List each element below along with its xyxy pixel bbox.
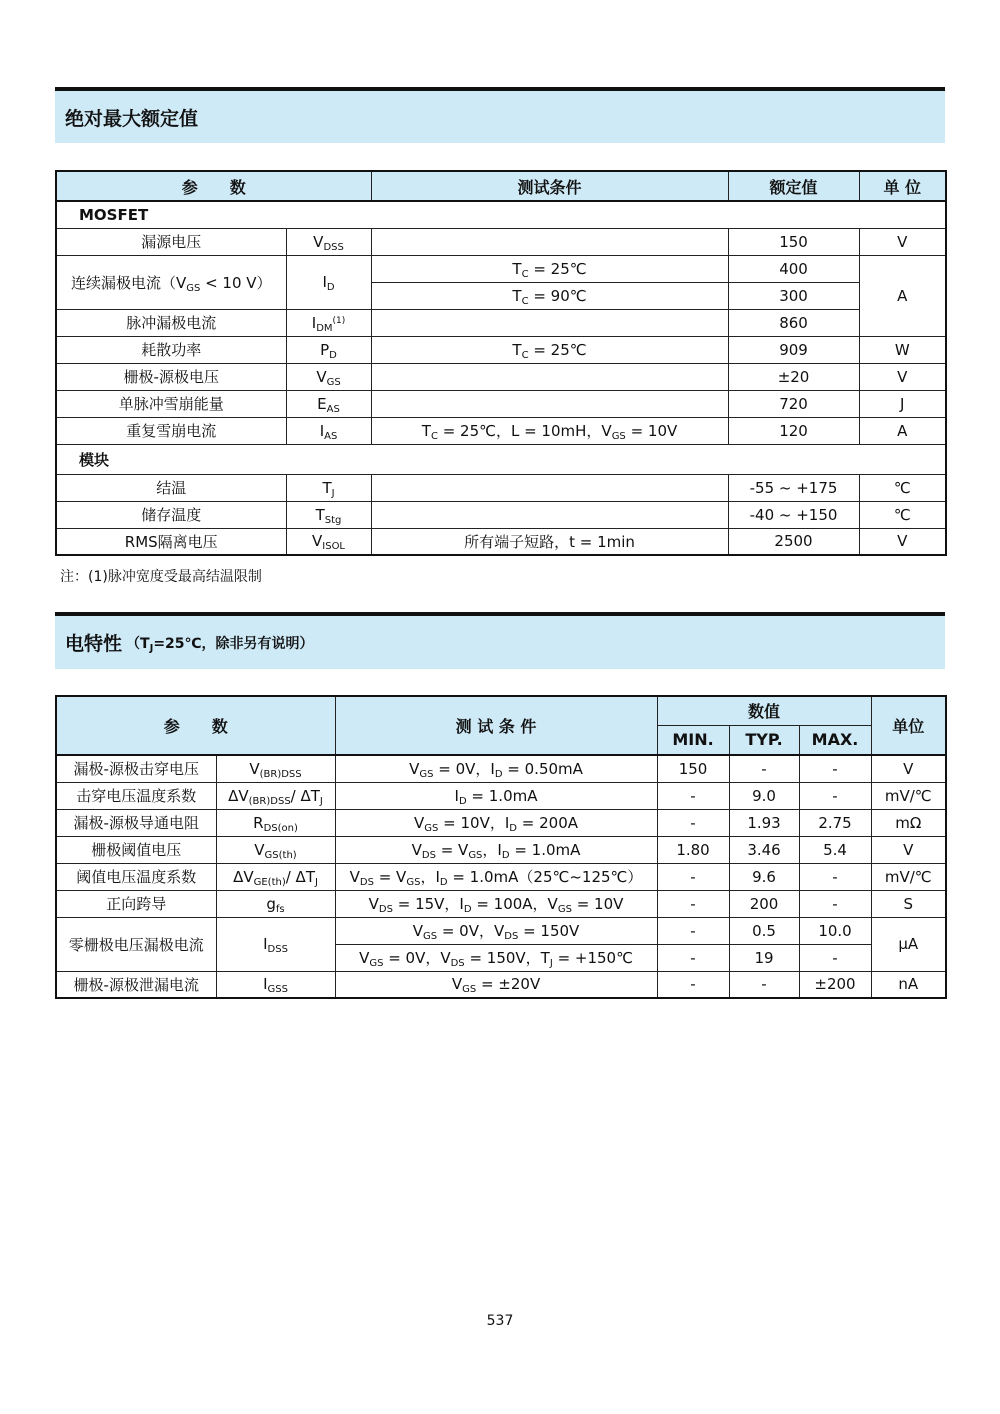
param-name: 单脉冲雪崩能量 [56,390,286,417]
min-value: - [657,863,729,890]
param-symbol: $V_{DSS}$ [286,228,371,255]
unit: V [871,755,946,782]
table-row [56,917,946,944]
param-symbol: $T_{Stg}$ [286,501,371,528]
rated-value: 2500 [728,528,859,555]
typ-value: 1.93 [729,809,799,836]
table-row [56,782,946,809]
param-symbol: $V_{(BR)DSS}$ [216,755,335,782]
max-value: - [799,755,871,782]
param-name: 储存温度 [56,501,286,528]
table-row [56,228,946,255]
table-row [56,836,946,863]
min-value: - [657,944,729,971]
header-rated: 额定值 [728,171,859,201]
table-row [56,474,946,501]
param-symbol: $T_J$ [286,474,371,501]
test-condition: $T_C$ = 90℃ [371,282,728,309]
param-name: 栅极-源极泄漏电流 [56,971,216,998]
table-row [56,971,946,998]
test-condition: $T_C$ = 25℃ [371,255,728,282]
rated-value: -40 ~ +150 [728,501,859,528]
rated-value: 150 [728,228,859,255]
test-condition [371,309,728,336]
param-name: 击穿电压温度系数 [56,782,216,809]
param-symbol: $V_{GS}$ [286,363,371,390]
header-condition: 测 试 条 件 [335,696,657,755]
section-banner-absolute-max [55,87,945,143]
header-param: 参 数 [56,171,371,201]
param-name: 漏源电压 [56,228,286,255]
table-row [56,809,946,836]
test-condition [371,363,728,390]
table-row [56,501,946,528]
param-name: 栅极-源极电压 [56,363,286,390]
min-value: - [657,890,729,917]
section-banner-electrical [55,612,945,669]
param-symbol: $\Delta V_{(BR)DSS}/$ $\Delta T_J$ [216,782,335,809]
typ-value: 9.6 [729,863,799,890]
min-value: 150 [657,755,729,782]
header-typ: TYP. [729,725,799,755]
param-symbol: $I_D$ [286,255,371,309]
rated-value: -55 ~ +175 [728,474,859,501]
unit: μA [871,917,946,971]
test-condition: $V_{DS} = 15V$，$I_D = 100A$，$V_{GS} = 10V$ [335,890,657,917]
test-condition: $V_{DS} = V_{GS}$，$I_D = 1.0mA$ [335,836,657,863]
param-name: 漏极-源极导通电阻 [56,809,216,836]
param-symbol: $R_{DS(on)}$ [216,809,335,836]
header-min: MIN. [657,725,729,755]
group-mosfet: MOSFET [56,201,946,228]
param-symbol: $P_D$ [286,336,371,363]
typ-value: 3.46 [729,836,799,863]
param-symbol: $\Delta V_{GE(th)}/$ $\Delta T_J$ [216,863,335,890]
test-condition [371,390,728,417]
param-symbol: $I_{GSS}$ [216,971,335,998]
max-value: - [799,890,871,917]
param-name: 脉冲漏极电流 [56,309,286,336]
param-symbol: $V_{GS(th)}$ [216,836,335,863]
table-row [56,255,946,282]
table-row [56,309,946,336]
unit: mV/℃ [871,782,946,809]
rated-value: 860 [728,309,859,336]
unit: mΩ [871,809,946,836]
group-module: 模块 [56,444,946,474]
table-row [56,390,946,417]
unit: V [859,528,946,555]
electrical-characteristics-table [55,695,947,999]
param-name: 连续漏极电流（$V_{GS} < 10$ V） [56,255,286,309]
table-row [56,755,946,782]
min-value: - [657,971,729,998]
param-name: 阈值电压温度系数 [56,863,216,890]
header-unit: 单 位 [859,171,946,201]
test-condition: $V_{GS} = 0V$，$I_D = 0.50mA$ [335,755,657,782]
test-condition: $V_{GS} = 0V$，$V_{DS} = 150V$ [335,917,657,944]
typ-value: - [729,755,799,782]
rated-value: ±20 [728,363,859,390]
param-name: RMS隔离电压 [56,528,286,555]
test-condition: 所有端子短路，t = 1min [371,528,728,555]
test-condition: $T_C$ = 25℃，L = 10mH，$V_{GS} = 10V$ [371,417,728,444]
unit: ℃ [859,501,946,528]
rated-value: 120 [728,417,859,444]
table-row [56,336,946,363]
test-condition [371,501,728,528]
section-title: 绝对最大额定值 [65,107,199,130]
param-name: 正向跨导 [56,890,216,917]
param-symbol: $g_{fs}$ [216,890,335,917]
test-condition [371,474,728,501]
min-value: - [657,809,729,836]
unit: V [859,228,946,255]
typ-value: 19 [729,944,799,971]
header-unit: 单位 [871,696,946,755]
rated-value: 400 [728,255,859,282]
table-row [56,363,946,390]
page-number: 537 [486,1313,514,1329]
min-value: 1.80 [657,836,729,863]
rated-value: 300 [728,282,859,309]
max-value: - [799,944,871,971]
unit: S [871,890,946,917]
test-condition: $I_D = 1.0mA$ [335,782,657,809]
typ-value: 0.5 [729,917,799,944]
rated-value: 720 [728,390,859,417]
test-condition: $V_{GS} = \pm 20V$ [335,971,657,998]
table-row [56,863,946,890]
max-value: - [799,863,871,890]
param-symbol: $I_{AS}$ [286,417,371,444]
rated-value: 909 [728,336,859,363]
param-symbol: $V_{ISOL}$ [286,528,371,555]
test-condition: $T_C$ = 25℃ [371,336,728,363]
absolute-max-ratings-table [55,170,947,556]
min-value: - [657,782,729,809]
min-value: - [657,917,729,944]
unit: nA [871,971,946,998]
max-value: 5.4 [799,836,871,863]
section-subtitle: （$T_J=25℃$，除非另有说明） [126,635,314,654]
max-value: 10.0 [799,917,871,944]
unit: W [859,336,946,363]
max-value: - [799,782,871,809]
section-title: 电特性 [65,633,123,655]
param-symbol: $I_{DM}^{(1)}$ [286,309,371,336]
unit: A [859,255,946,336]
unit: V [859,363,946,390]
unit: J [859,390,946,417]
header-param: 参 数 [56,696,335,755]
footnote: 注：(1)脉冲宽度受最高结温限制 [60,569,262,585]
table-row [56,417,946,444]
param-name: 栅极阈值电压 [56,836,216,863]
test-condition: $V_{GS} = 10V$，$I_D = 200A$ [335,809,657,836]
max-value: 2.75 [799,809,871,836]
typ-value: - [729,971,799,998]
param-symbol: $I_{DSS}$ [216,917,335,971]
table-row [56,890,946,917]
test-condition [371,228,728,255]
unit: ℃ [859,474,946,501]
unit: A [859,417,946,444]
header-max: MAX. [799,725,871,755]
typ-value: 200 [729,890,799,917]
param-symbol: $E_{AS}$ [286,390,371,417]
param-name: 耗散功率 [56,336,286,363]
header-condition: 测试条件 [371,171,728,201]
param-name: 重复雪崩电流 [56,417,286,444]
param-name: 结温 [56,474,286,501]
unit: mV/℃ [871,863,946,890]
param-name: 漏极-源极击穿电压 [56,755,216,782]
max-value: ±200 [799,971,871,998]
unit: V [871,836,946,863]
test-condition: $V_{DS} = V_{GS}$，$I_D$ = 1.0mA（25℃~125℃） [335,863,657,890]
param-name: 零栅极电压漏极电流 [56,917,216,971]
test-condition: $V_{GS} = 0V$，$V_{DS} = 150V$，$T_J$ = +150℃ [335,944,657,971]
typ-value: 9.0 [729,782,799,809]
table-row [56,528,946,555]
header-values: 数值 [657,696,871,725]
